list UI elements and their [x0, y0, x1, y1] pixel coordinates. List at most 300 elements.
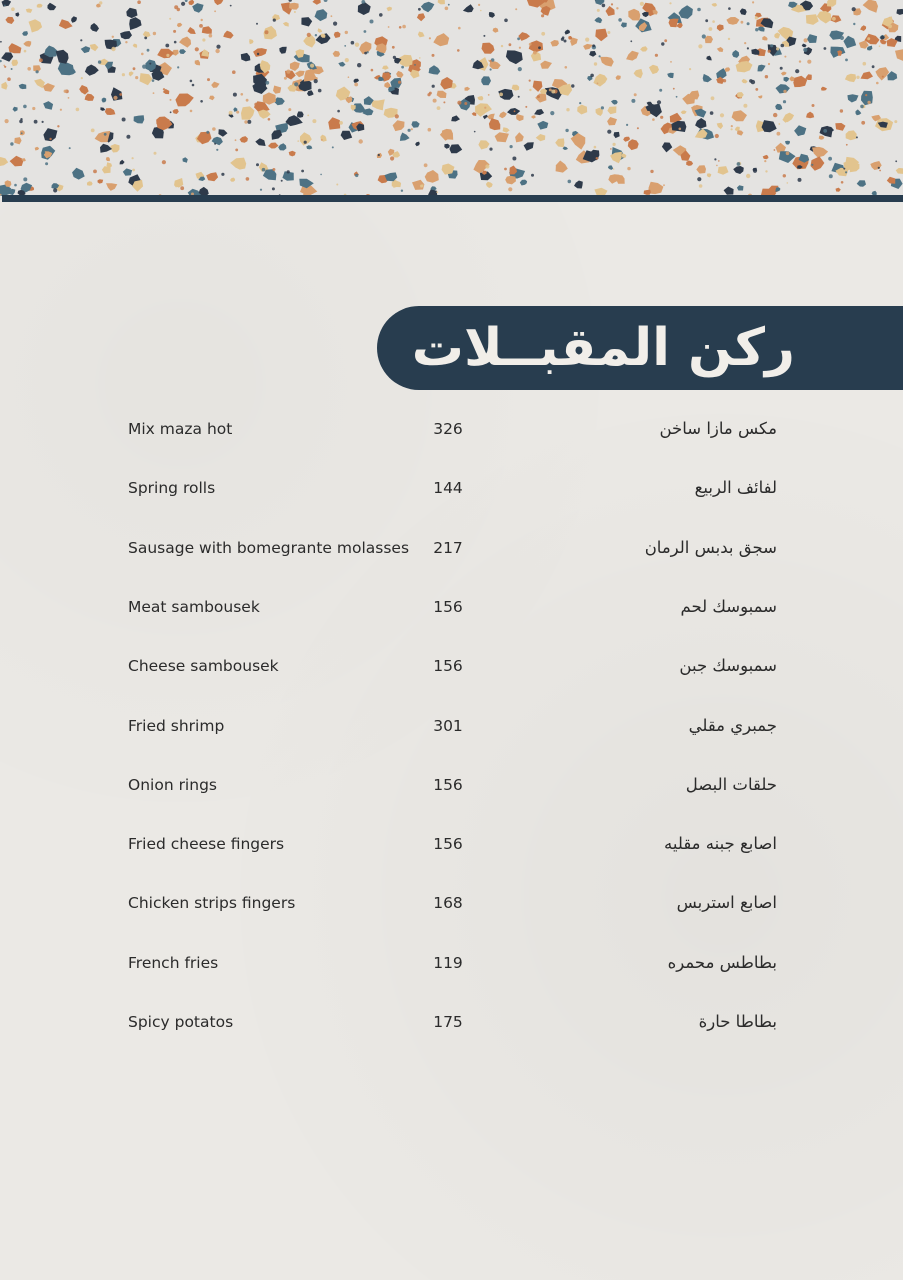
- terrazzo-chip: [14, 137, 21, 144]
- terrazzo-speck: [429, 37, 431, 39]
- terrazzo-speck: [565, 129, 568, 132]
- terrazzo-speck: [339, 121, 343, 125]
- terrazzo-speck: [777, 132, 781, 136]
- terrazzo-chip: [47, 3, 56, 11]
- terrazzo-speck: [315, 34, 317, 36]
- terrazzo-speck: [697, 8, 701, 12]
- terrazzo-chip: [85, 94, 95, 101]
- terrazzo-chip: [187, 27, 195, 34]
- terrazzo-chip: [758, 26, 765, 31]
- terrazzo-chip: [157, 49, 174, 59]
- terrazzo-speck: [630, 40, 632, 42]
- terrazzo-speck: [177, 8, 180, 11]
- terrazzo-speck: [846, 144, 848, 146]
- terrazzo-speck: [202, 38, 205, 41]
- terrazzo-chip: [253, 48, 267, 57]
- item-name-en: Chicken strips fingers: [128, 894, 296, 913]
- terrazzo-chip: [505, 176, 516, 185]
- terrazzo-speck: [483, 35, 485, 37]
- terrazzo-chip: [100, 144, 112, 153]
- terrazzo-chip: [98, 179, 104, 183]
- terrazzo-speck: [565, 66, 568, 69]
- terrazzo-speck: [284, 77, 287, 80]
- terrazzo-chip: [628, 139, 639, 150]
- terrazzo-speck: [111, 47, 115, 51]
- menu-item: [0, 707, 903, 747]
- terrazzo-speck: [233, 93, 237, 97]
- terrazzo-speck: [235, 149, 238, 152]
- terrazzo-speck: [133, 67, 136, 70]
- terrazzo-speck: [216, 149, 218, 151]
- terrazzo-chip: [616, 175, 625, 184]
- terrazzo-speck: [331, 15, 333, 17]
- terrazzo-speck: [504, 19, 508, 23]
- terrazzo-chip: [179, 37, 191, 48]
- terrazzo-speck: [755, 16, 758, 19]
- terrazzo-chip: [733, 166, 744, 174]
- terrazzo-chip: [781, 72, 787, 76]
- terrazzo-speck: [24, 50, 27, 53]
- menu-item: [0, 884, 903, 924]
- item-price: 326: [433, 420, 463, 438]
- terrazzo-speck: [509, 43, 512, 46]
- terrazzo-chip: [140, 73, 153, 85]
- terrazzo-speck: [538, 46, 541, 49]
- terrazzo-chip: [400, 133, 410, 141]
- terrazzo-speck: [876, 82, 879, 85]
- terrazzo-speck: [209, 34, 213, 38]
- terrazzo-speck: [811, 164, 813, 166]
- terrazzo-speck: [64, 90, 67, 93]
- terrazzo-chip: [59, 19, 73, 29]
- terrazzo-chip: [732, 110, 747, 121]
- terrazzo-chip: [775, 143, 786, 153]
- terrazzo-chip: [611, 100, 618, 105]
- terrazzo-chip: [846, 130, 857, 140]
- terrazzo-speck: [57, 125, 59, 127]
- terrazzo-speck: [262, 168, 266, 172]
- terrazzo-speck: [141, 53, 144, 56]
- terrazzo-chip: [272, 130, 283, 140]
- terrazzo-chip: [887, 177, 896, 184]
- terrazzo-chip: [737, 185, 744, 190]
- terrazzo-speck: [170, 111, 172, 113]
- terrazzo-chip: [662, 142, 672, 152]
- terrazzo-speck: [0, 41, 2, 43]
- terrazzo-speck: [399, 26, 402, 29]
- terrazzo-speck: [27, 67, 31, 71]
- terrazzo-chip: [806, 14, 819, 25]
- terrazzo-speck: [7, 77, 11, 81]
- item-name-en: Sausage with bomegrante molasses: [128, 538, 410, 557]
- item-name-ar: حلقات البصل: [685, 774, 777, 794]
- terrazzo-speck: [784, 56, 786, 58]
- terrazzo-speck: [753, 169, 757, 173]
- terrazzo-speck: [162, 160, 166, 164]
- terrazzo-speck: [436, 191, 438, 193]
- terrazzo-speck: [310, 64, 314, 68]
- terrazzo-speck: [783, 90, 786, 93]
- terrazzo-chip: [2, 0, 12, 7]
- terrazzo-chip: [681, 110, 687, 114]
- terrazzo-chip: [133, 44, 138, 48]
- terrazzo-speck: [401, 190, 403, 192]
- terrazzo-chip: [540, 61, 552, 69]
- terrazzo-speck: [345, 58, 349, 62]
- terrazzo-chip: [100, 107, 105, 111]
- terrazzo-chip: [421, 2, 435, 13]
- terrazzo-speck: [752, 1, 754, 3]
- terrazzo-chip: [515, 132, 524, 142]
- terrazzo-speck: [169, 18, 171, 20]
- terrazzo-chip: [134, 115, 145, 123]
- terrazzo-speck: [288, 108, 291, 111]
- terrazzo-speck: [594, 62, 597, 65]
- terrazzo-chip: [338, 62, 345, 67]
- terrazzo-chip: [606, 6, 615, 16]
- terrazzo-chip: [202, 26, 212, 34]
- item-name-en: Spicy potatos: [128, 1013, 234, 1031]
- terrazzo-speck: [786, 152, 790, 156]
- terrazzo-speck: [895, 160, 897, 162]
- terrazzo-chip: [192, 3, 203, 13]
- terrazzo-speck: [344, 45, 346, 47]
- terrazzo-chip: [732, 50, 739, 58]
- terrazzo-speck: [300, 52, 303, 55]
- terrazzo-speck: [660, 116, 663, 119]
- terrazzo-speck: [778, 123, 780, 125]
- terrazzo-speck: [716, 165, 718, 167]
- terrazzo-speck: [355, 174, 358, 177]
- terrazzo-speck: [180, 186, 184, 190]
- terrazzo-speck: [474, 131, 476, 133]
- terrazzo-pattern: [0, 0, 903, 196]
- terrazzo-chip: [241, 106, 255, 119]
- terrazzo-speck: [409, 66, 412, 69]
- terrazzo-chip: [737, 130, 743, 136]
- terrazzo-chip: [679, 5, 693, 19]
- terrazzo-chip: [297, 111, 304, 117]
- terrazzo-speck: [640, 2, 644, 6]
- terrazzo-speck: [601, 106, 604, 109]
- terrazzo-speck: [364, 30, 367, 33]
- terrazzo-speck: [212, 127, 216, 131]
- terrazzo-chip: [861, 72, 874, 80]
- menu-item: [0, 469, 903, 509]
- terrazzo-speck: [443, 101, 445, 103]
- terrazzo-speck: [175, 185, 178, 188]
- terrazzo-chip: [19, 84, 27, 89]
- terrazzo-chip: [802, 44, 807, 48]
- terrazzo-chip: [433, 33, 449, 46]
- terrazzo-speck: [840, 109, 843, 112]
- terrazzo-speck: [840, 36, 844, 40]
- terrazzo-chip: [123, 168, 132, 175]
- terrazzo-chip: [478, 96, 484, 100]
- terrazzo-chip: [22, 31, 28, 36]
- terrazzo-speck: [408, 129, 411, 132]
- terrazzo-speck: [257, 53, 259, 55]
- terrazzo-speck: [294, 11, 296, 13]
- terrazzo-speck: [445, 7, 449, 11]
- terrazzo-chip: [758, 95, 762, 98]
- terrazzo-speck: [607, 31, 610, 34]
- terrazzo-chip: [328, 117, 340, 129]
- terrazzo-speck: [147, 49, 150, 52]
- terrazzo-chip: [179, 49, 186, 54]
- terrazzo-chip: [608, 165, 613, 170]
- terrazzo-chip: [536, 134, 546, 141]
- terrazzo-speck: [613, 168, 615, 170]
- terrazzo-speck: [599, 55, 601, 57]
- terrazzo-speck: [268, 118, 271, 121]
- terrazzo-speck: [427, 93, 430, 96]
- terrazzo-chip: [762, 36, 767, 40]
- terrazzo-chip: [614, 132, 620, 138]
- terrazzo-speck: [709, 27, 713, 31]
- terrazzo-speck: [597, 9, 600, 12]
- section-title: ركن المقبــلات: [411, 318, 795, 378]
- terrazzo-speck: [321, 139, 323, 141]
- terrazzo-chip: [806, 112, 814, 119]
- menu-item: [0, 1003, 903, 1043]
- terrazzo-speck: [676, 96, 678, 98]
- terrazzo-speck: [768, 50, 771, 53]
- terrazzo-speck: [337, 110, 340, 113]
- terrazzo-speck: [867, 37, 870, 40]
- terrazzo-chip: [593, 74, 607, 87]
- terrazzo-speck: [812, 104, 815, 107]
- terrazzo-speck: [865, 94, 867, 96]
- terrazzo-speck: [525, 106, 527, 108]
- terrazzo-speck: [787, 182, 789, 184]
- terrazzo-chip: [382, 66, 389, 70]
- terrazzo-chip: [518, 32, 530, 41]
- terrazzo-chip: [9, 43, 22, 53]
- terrazzo-speck: [11, 7, 15, 11]
- terrazzo-speck: [585, 38, 589, 42]
- terrazzo-speck: [594, 146, 597, 149]
- terrazzo-speck: [529, 89, 531, 91]
- terrazzo-speck: [336, 184, 338, 186]
- terrazzo-speck: [669, 2, 671, 4]
- terrazzo-speck: [355, 43, 359, 47]
- terrazzo-speck: [98, 60, 101, 63]
- terrazzo-speck: [529, 43, 532, 46]
- terrazzo-speck: [531, 174, 534, 177]
- terrazzo-speck: [610, 148, 612, 150]
- terrazzo-speck: [5, 119, 9, 123]
- terrazzo-speck: [286, 70, 290, 74]
- terrazzo-chip: [817, 11, 832, 24]
- terrazzo-speck: [126, 135, 130, 139]
- terrazzo-speck: [484, 107, 486, 109]
- terrazzo-speck: [485, 164, 489, 168]
- item-price: 168: [433, 894, 463, 913]
- terrazzo-chip: [1, 52, 13, 61]
- item-name-en: Fried cheese fingers: [128, 835, 285, 854]
- terrazzo-chip: [5, 17, 14, 24]
- item-name-ar: سمبوسك جبن: [679, 656, 777, 676]
- terrazzo-speck: [731, 125, 733, 127]
- terrazzo-speck: [888, 25, 892, 29]
- terrazzo-chip: [241, 53, 251, 62]
- terrazzo-speck: [351, 41, 355, 45]
- terrazzo-speck: [214, 10, 216, 12]
- terrazzo-chip: [895, 49, 903, 61]
- terrazzo-speck: [488, 94, 490, 96]
- terrazzo-speck: [828, 157, 832, 161]
- terrazzo-speck: [137, 0, 141, 4]
- terrazzo-chip: [173, 109, 179, 114]
- terrazzo-speck: [602, 4, 606, 8]
- terrazzo-speck: [411, 128, 413, 130]
- terrazzo-speck: [45, 162, 48, 165]
- terrazzo-speck: [592, 44, 595, 47]
- terrazzo-speck: [489, 148, 492, 151]
- terrazzo-speck: [256, 23, 258, 25]
- terrazzo-speck: [755, 88, 758, 91]
- terrazzo-speck: [744, 42, 746, 44]
- terrazzo-speck: [541, 32, 545, 36]
- terrazzo-speck: [260, 189, 262, 191]
- item-name-ar: بطاطس محمره: [667, 952, 777, 972]
- terrazzo-chip: [623, 137, 630, 142]
- terrazzo-chip: [793, 76, 807, 87]
- terrazzo-speck: [803, 5, 807, 9]
- terrazzo-chip: [626, 51, 639, 61]
- terrazzo-speck: [829, 174, 833, 178]
- terrazzo-speck: [533, 51, 537, 55]
- terrazzo-chip: [836, 188, 841, 192]
- terrazzo-chip: [574, 181, 583, 189]
- terrazzo-speck: [80, 39, 82, 41]
- terrazzo-speck: [4, 66, 6, 68]
- terrazzo-speck: [464, 102, 467, 105]
- terrazzo-speck: [807, 60, 811, 64]
- terrazzo-speck: [882, 76, 884, 78]
- terrazzo-speck: [564, 40, 567, 43]
- terrazzo-chip: [712, 3, 718, 7]
- terrazzo-speck: [190, 80, 193, 83]
- terrazzo-speck: [549, 88, 552, 91]
- terrazzo-chip: [418, 32, 425, 38]
- terrazzo-speck: [801, 132, 804, 135]
- terrazzo-speck: [852, 7, 856, 11]
- terrazzo-speck: [122, 118, 126, 122]
- terrazzo-speck: [21, 132, 23, 134]
- terrazzo-speck: [419, 57, 421, 59]
- terrazzo-chip: [686, 161, 693, 166]
- item-price: 119: [433, 953, 463, 972]
- terrazzo-speck: [650, 170, 653, 173]
- menu-item: [0, 944, 903, 984]
- terrazzo-speck: [265, 30, 269, 34]
- terrazzo-speck: [23, 105, 27, 109]
- terrazzo-chip: [845, 74, 856, 82]
- terrazzo-speck: [379, 13, 383, 17]
- terrazzo-speck: [741, 21, 744, 24]
- terrazzo-speck: [803, 48, 807, 52]
- terrazzo-speck: [324, 0, 328, 2]
- item-name-ar: اصابع استربس: [676, 893, 777, 913]
- terrazzo-chip: [438, 0, 445, 4]
- terrazzo-chip: [268, 143, 279, 149]
- terrazzo-speck: [478, 4, 480, 6]
- item-price: 156: [433, 835, 463, 854]
- terrazzo-chip: [556, 161, 568, 173]
- terrazzo-chip: [499, 112, 507, 119]
- terrazzo-speck: [247, 120, 251, 124]
- terrazzo-chip: [640, 46, 648, 51]
- item-name-ar: بطاطا حارة: [698, 1012, 777, 1031]
- terrazzo-speck: [765, 170, 767, 172]
- terrazzo-speck: [359, 139, 363, 143]
- terrazzo-speck: [655, 54, 658, 57]
- terrazzo-chip: [607, 106, 616, 114]
- terrazzo-chip: [667, 73, 674, 78]
- terrazzo-speck: [163, 88, 165, 90]
- terrazzo-chip: [35, 147, 40, 151]
- terrazzo-speck: [853, 23, 855, 25]
- terrazzo-chip: [387, 7, 393, 12]
- terrazzo-chip: [706, 56, 712, 61]
- terrazzo-chip: [273, 86, 281, 94]
- terrazzo-chip: [863, 0, 878, 13]
- terrazzo-speck: [799, 60, 801, 62]
- terrazzo-chip: [776, 84, 790, 93]
- terrazzo-speck: [294, 82, 298, 86]
- terrazzo-chip: [493, 28, 499, 33]
- terrazzo-speck: [678, 25, 681, 28]
- item-price: 156: [433, 775, 463, 794]
- terrazzo-chip: [830, 15, 841, 22]
- terrazzo-speck: [371, 69, 374, 72]
- terrazzo-speck: [616, 7, 618, 9]
- terrazzo-chip: [90, 23, 99, 32]
- menu-item: [0, 529, 903, 569]
- terrazzo-speck: [504, 168, 507, 171]
- terrazzo-speck: [711, 96, 715, 100]
- terrazzo-speck: [568, 180, 572, 184]
- terrazzo-chip: [762, 120, 777, 132]
- terrazzo-speck: [832, 17, 836, 21]
- terrazzo-speck: [93, 170, 97, 174]
- terrazzo-speck: [4, 5, 6, 7]
- item-name-en: French fries: [128, 953, 219, 972]
- terrazzo-speck: [301, 170, 304, 173]
- terrazzo-chip: [896, 9, 903, 15]
- item-price: 156: [433, 657, 463, 676]
- terrazzo-chip: [819, 136, 825, 140]
- terrazzo-chip: [495, 132, 509, 142]
- terrazzo-chip: [307, 90, 314, 96]
- terrazzo-chip: [595, 29, 607, 42]
- terrazzo-speck: [364, 52, 367, 55]
- terrazzo-speck: [631, 99, 635, 103]
- terrazzo-speck: [737, 162, 741, 166]
- terrazzo-speck: [879, 170, 881, 172]
- item-price: 217: [433, 538, 463, 557]
- terrazzo-speck: [448, 4, 450, 6]
- terrazzo-chip: [827, 0, 836, 7]
- terrazzo-speck: [241, 93, 244, 96]
- terrazzo-speck: [510, 145, 513, 148]
- terrazzo-speck: [824, 47, 827, 50]
- terrazzo-chip: [835, 123, 845, 131]
- terrazzo-speck: [370, 20, 374, 24]
- terrazzo-speck: [714, 158, 716, 160]
